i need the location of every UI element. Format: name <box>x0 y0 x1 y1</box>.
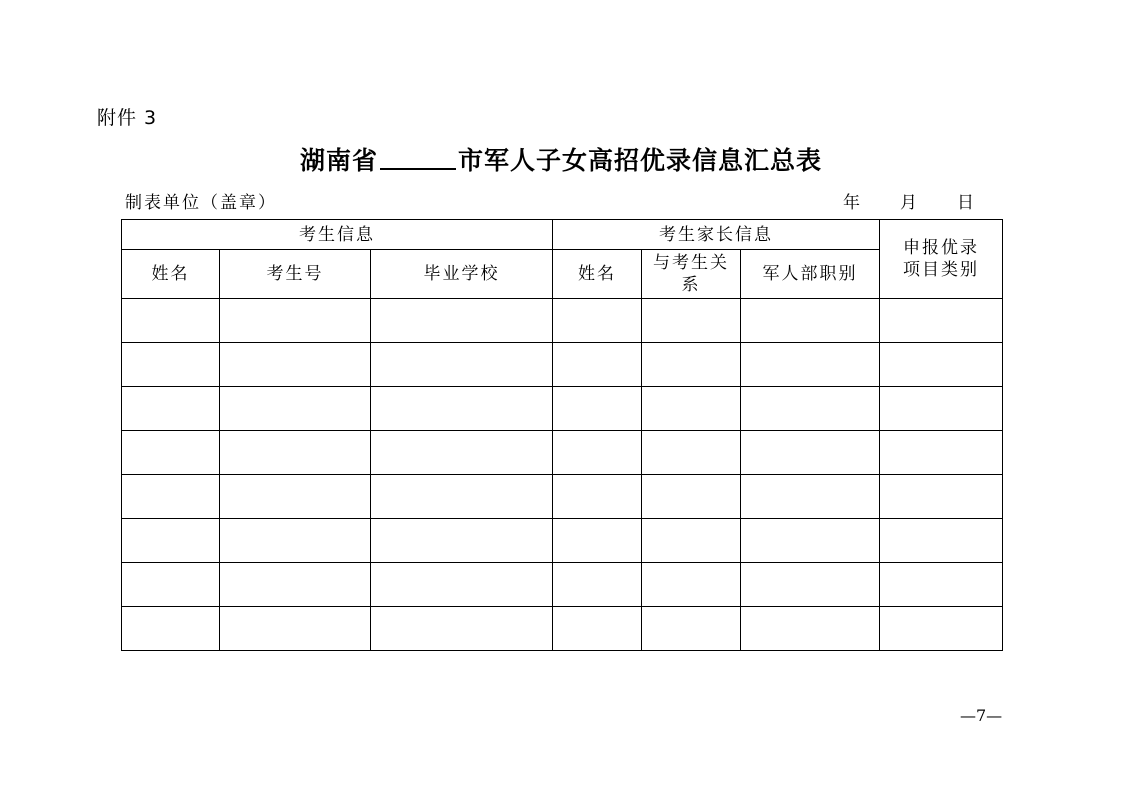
summary-table <box>121 219 1003 651</box>
header-school: 毕业学校 <box>371 250 553 299</box>
exam-number-cell[interactable] <box>220 343 371 387</box>
parent-name-cell[interactable] <box>553 299 642 343</box>
exam-number-cell[interactable] <box>220 475 371 519</box>
relation-cell[interactable] <box>642 343 741 387</box>
military-unit-cell[interactable] <box>741 299 880 343</box>
header-parent-name: 姓名 <box>553 250 642 299</box>
military-unit-cell[interactable] <box>741 431 880 475</box>
military-unit-cell[interactable] <box>741 563 880 607</box>
exam-number-cell[interactable] <box>220 607 371 651</box>
relation-cell[interactable] <box>642 475 741 519</box>
student-name-cell[interactable] <box>122 563 220 607</box>
parent-name-cell[interactable] <box>553 343 642 387</box>
school-cell[interactable] <box>371 475 553 519</box>
header-exam-number: 考生号 <box>220 250 371 299</box>
header-parent-info: 考生家长信息 <box>553 220 880 250</box>
exam-number-cell[interactable] <box>220 387 371 431</box>
category-cell[interactable] <box>880 563 1003 607</box>
header-column-row <box>122 250 1003 299</box>
category-cell[interactable] <box>880 519 1003 563</box>
student-name-cell[interactable] <box>122 387 220 431</box>
title-city-blank[interactable] <box>380 146 456 170</box>
parent-name-cell[interactable] <box>553 431 642 475</box>
table-row <box>122 475 1003 519</box>
parent-name-cell[interactable] <box>553 607 642 651</box>
header-category: 申报优录项目类别 <box>880 220 1003 299</box>
exam-number-cell[interactable] <box>220 563 371 607</box>
relation-cell[interactable] <box>642 563 741 607</box>
table-row <box>122 431 1003 475</box>
category-cell[interactable] <box>880 343 1003 387</box>
military-unit-cell[interactable] <box>741 519 880 563</box>
student-name-cell[interactable] <box>122 607 220 651</box>
military-unit-cell[interactable] <box>741 387 880 431</box>
title-prefix: 湖南省 <box>299 146 378 175</box>
category-cell[interactable] <box>880 431 1003 475</box>
exam-number-cell[interactable] <box>220 519 371 563</box>
header-student-info: 考生信息 <box>122 220 553 250</box>
table-row <box>122 387 1003 431</box>
header-relation: 与考生关系 <box>642 250 741 299</box>
table-row <box>122 343 1003 387</box>
parent-name-cell[interactable] <box>553 519 642 563</box>
military-unit-cell[interactable] <box>741 343 880 387</box>
unit-label: 制表单位（盖章） <box>125 193 277 213</box>
military-unit-cell[interactable] <box>741 607 880 651</box>
relation-cell[interactable] <box>642 299 741 343</box>
school-cell[interactable] <box>371 299 553 343</box>
relation-cell[interactable] <box>642 519 741 563</box>
table-row <box>122 563 1003 607</box>
school-cell[interactable] <box>371 519 553 563</box>
date-month-label: 月 <box>900 193 917 213</box>
exam-number-cell[interactable] <box>220 431 371 475</box>
header-military-unit: 军人部职别 <box>741 250 880 299</box>
relation-cell[interactable] <box>642 431 741 475</box>
title-suffix: 市军人子女高招优录信息汇总表 <box>458 146 823 175</box>
table-row <box>122 299 1003 343</box>
table-row <box>122 519 1003 563</box>
table-row <box>122 607 1003 651</box>
document-title <box>0 141 1122 177</box>
parent-name-cell[interactable] <box>553 387 642 431</box>
parent-name-cell[interactable] <box>553 475 642 519</box>
exam-number-cell[interactable] <box>220 299 371 343</box>
relation-cell[interactable] <box>642 607 741 651</box>
header-group-row <box>122 220 1003 250</box>
page-number: —7— <box>960 706 1003 725</box>
table-body <box>122 299 1003 651</box>
student-name-cell[interactable] <box>122 475 220 519</box>
student-name-cell[interactable] <box>122 431 220 475</box>
category-cell[interactable] <box>880 299 1003 343</box>
student-name-cell[interactable] <box>122 519 220 563</box>
school-cell[interactable] <box>371 387 553 431</box>
header-student-name: 姓名 <box>122 250 220 299</box>
relation-cell[interactable] <box>642 387 741 431</box>
student-name-cell[interactable] <box>122 299 220 343</box>
category-cell[interactable] <box>880 475 1003 519</box>
category-cell[interactable] <box>880 387 1003 431</box>
date-day-label: 日 <box>957 193 974 213</box>
school-cell[interactable] <box>371 343 553 387</box>
student-name-cell[interactable] <box>122 343 220 387</box>
school-cell[interactable] <box>371 431 553 475</box>
school-cell[interactable] <box>371 607 553 651</box>
category-cell[interactable] <box>880 607 1003 651</box>
school-cell[interactable] <box>371 563 553 607</box>
military-unit-cell[interactable] <box>741 475 880 519</box>
date-year-label: 年 <box>843 193 860 213</box>
parent-name-cell[interactable] <box>553 563 642 607</box>
attachment-label: 附件 3 <box>97 107 158 129</box>
